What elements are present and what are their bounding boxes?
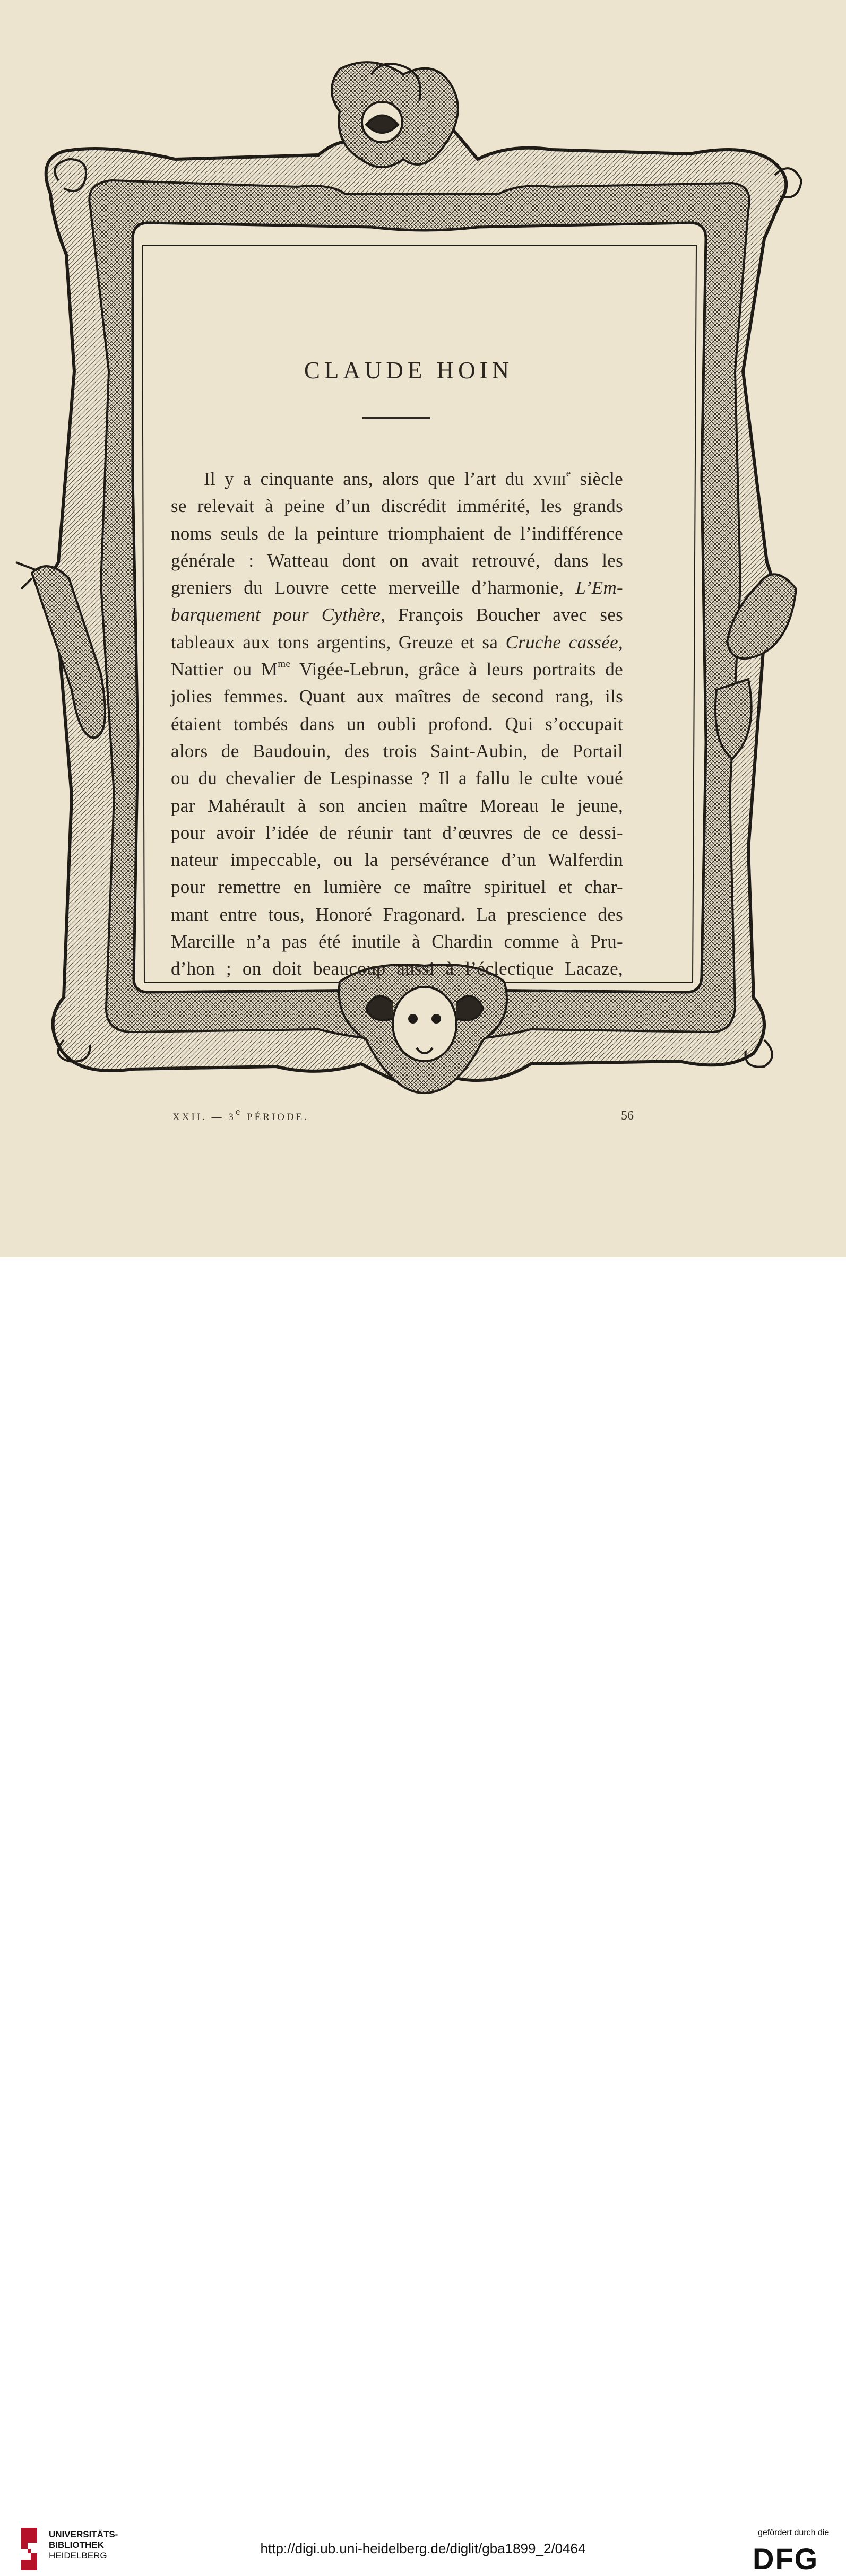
digitization-banner — [0, 1257, 846, 2575]
signature-text: XXII. — 3 — [172, 1112, 236, 1123]
text-line — [171, 792, 623, 819]
text-run: mant entre tous, Honoré Fragonard. La prescience des — [171, 904, 623, 925]
text-line — [171, 955, 623, 982]
title-rule — [362, 417, 430, 419]
italic-text: L’Em- — [575, 577, 623, 599]
text-run: ou du chevalier de Lespinasse ? Il a fallu le culte voué — [171, 768, 623, 789]
text-run: pour remettre en lumière ce maître spirituel et char- — [171, 877, 623, 898]
text-line — [171, 765, 623, 792]
text-line — [171, 738, 623, 765]
text-run: siècle — [571, 469, 623, 489]
library-line-2: BIBLIOTHEK — [49, 2540, 104, 2550]
text-run: pour avoir l’idée de réunir tant d’œuvres de ce dessi- — [171, 822, 623, 843]
text-line — [171, 601, 623, 628]
dfg-logo: DFG — [753, 2542, 819, 2575]
text-line — [171, 901, 623, 928]
text-line — [171, 928, 623, 955]
text-line — [171, 846, 623, 873]
text-run: greniers du Louvre cette merveille d’harmonie, — [171, 577, 576, 599]
library-line-1: UNIVERSITÄTS- — [49, 2529, 118, 2539]
text-line — [171, 547, 623, 574]
italic-text: Cruche cassée — [505, 631, 618, 653]
text-run: par Mahérault à son ancien maître Moreau le jeune, — [171, 795, 623, 816]
text-run: nateur impeccable, ou la persévérance d’un Walferdin — [171, 849, 623, 871]
text-run: générale : Watteau dont on avait retrouvé, dans les — [171, 550, 623, 571]
italic-text: barquement pour Cythère — [171, 604, 381, 626]
text-run: se relevait à peine d’un discrédit immérité, les grands — [171, 496, 623, 517]
superscript: me — [278, 658, 291, 670]
text-run: Il y a cinquante ans, alors que l’art du — [204, 469, 533, 489]
text-run: alors de Baudouin, des trois Saint-Aubin, de Portail — [171, 740, 623, 761]
text-line — [171, 683, 623, 710]
text-run: d’hon ; on doit beaucoup aussi à l’éclectique Lacaze, — [171, 958, 623, 979]
superscript: e — [566, 468, 571, 480]
text-line — [171, 710, 623, 738]
text-run: Marcille n’a pas été inutile à Chardin comme à Pru- — [171, 931, 623, 952]
text-line — [171, 465, 623, 492]
text-run: tableaux aux tons argentins, Greuze et sa — [171, 631, 506, 653]
text-run: , — [618, 631, 623, 653]
permalink-url[interactable]: http://digi.ub.uni-heidelberg.de/diglit/gba1899_2/0464 — [260, 2540, 586, 2556]
text-line — [171, 520, 623, 547]
text-run: Vigée-Lebrun, grâce à leurs portraits de — [290, 659, 623, 680]
page-number: 56 — [621, 1109, 634, 1123]
text-line — [171, 819, 623, 846]
text-run: xviii — [533, 469, 566, 489]
text-run: étaient tombés dans un oubli profond. Qui s’occupait — [171, 713, 623, 734]
text-line — [171, 873, 623, 900]
funding-label: gefördert durch die — [758, 2528, 830, 2537]
text-line — [171, 656, 623, 683]
text-line — [171, 574, 623, 601]
scanned-page — [0, 0, 846, 1257]
article-body — [171, 465, 623, 983]
text-run: noms seuls de la peinture triomphaient de l’indifférence — [171, 523, 623, 544]
text-run: , François Boucher avec ses — [381, 604, 623, 626]
article-title: CLAUDE HOIN — [304, 357, 514, 384]
signature-sup: e — [235, 1106, 243, 1117]
signature-line — [172, 1106, 309, 1123]
signature-rest: PÉRIODE. — [242, 1112, 309, 1123]
text-run: Nattier ou M — [171, 659, 278, 680]
text-line — [171, 492, 623, 519]
library-line-3: HEIDELBERG — [49, 2551, 107, 2561]
top-crest — [332, 62, 458, 167]
text-run: jolies femmes. Quant aux maîtres de second rang, ils — [171, 686, 623, 707]
text-line — [171, 629, 623, 656]
